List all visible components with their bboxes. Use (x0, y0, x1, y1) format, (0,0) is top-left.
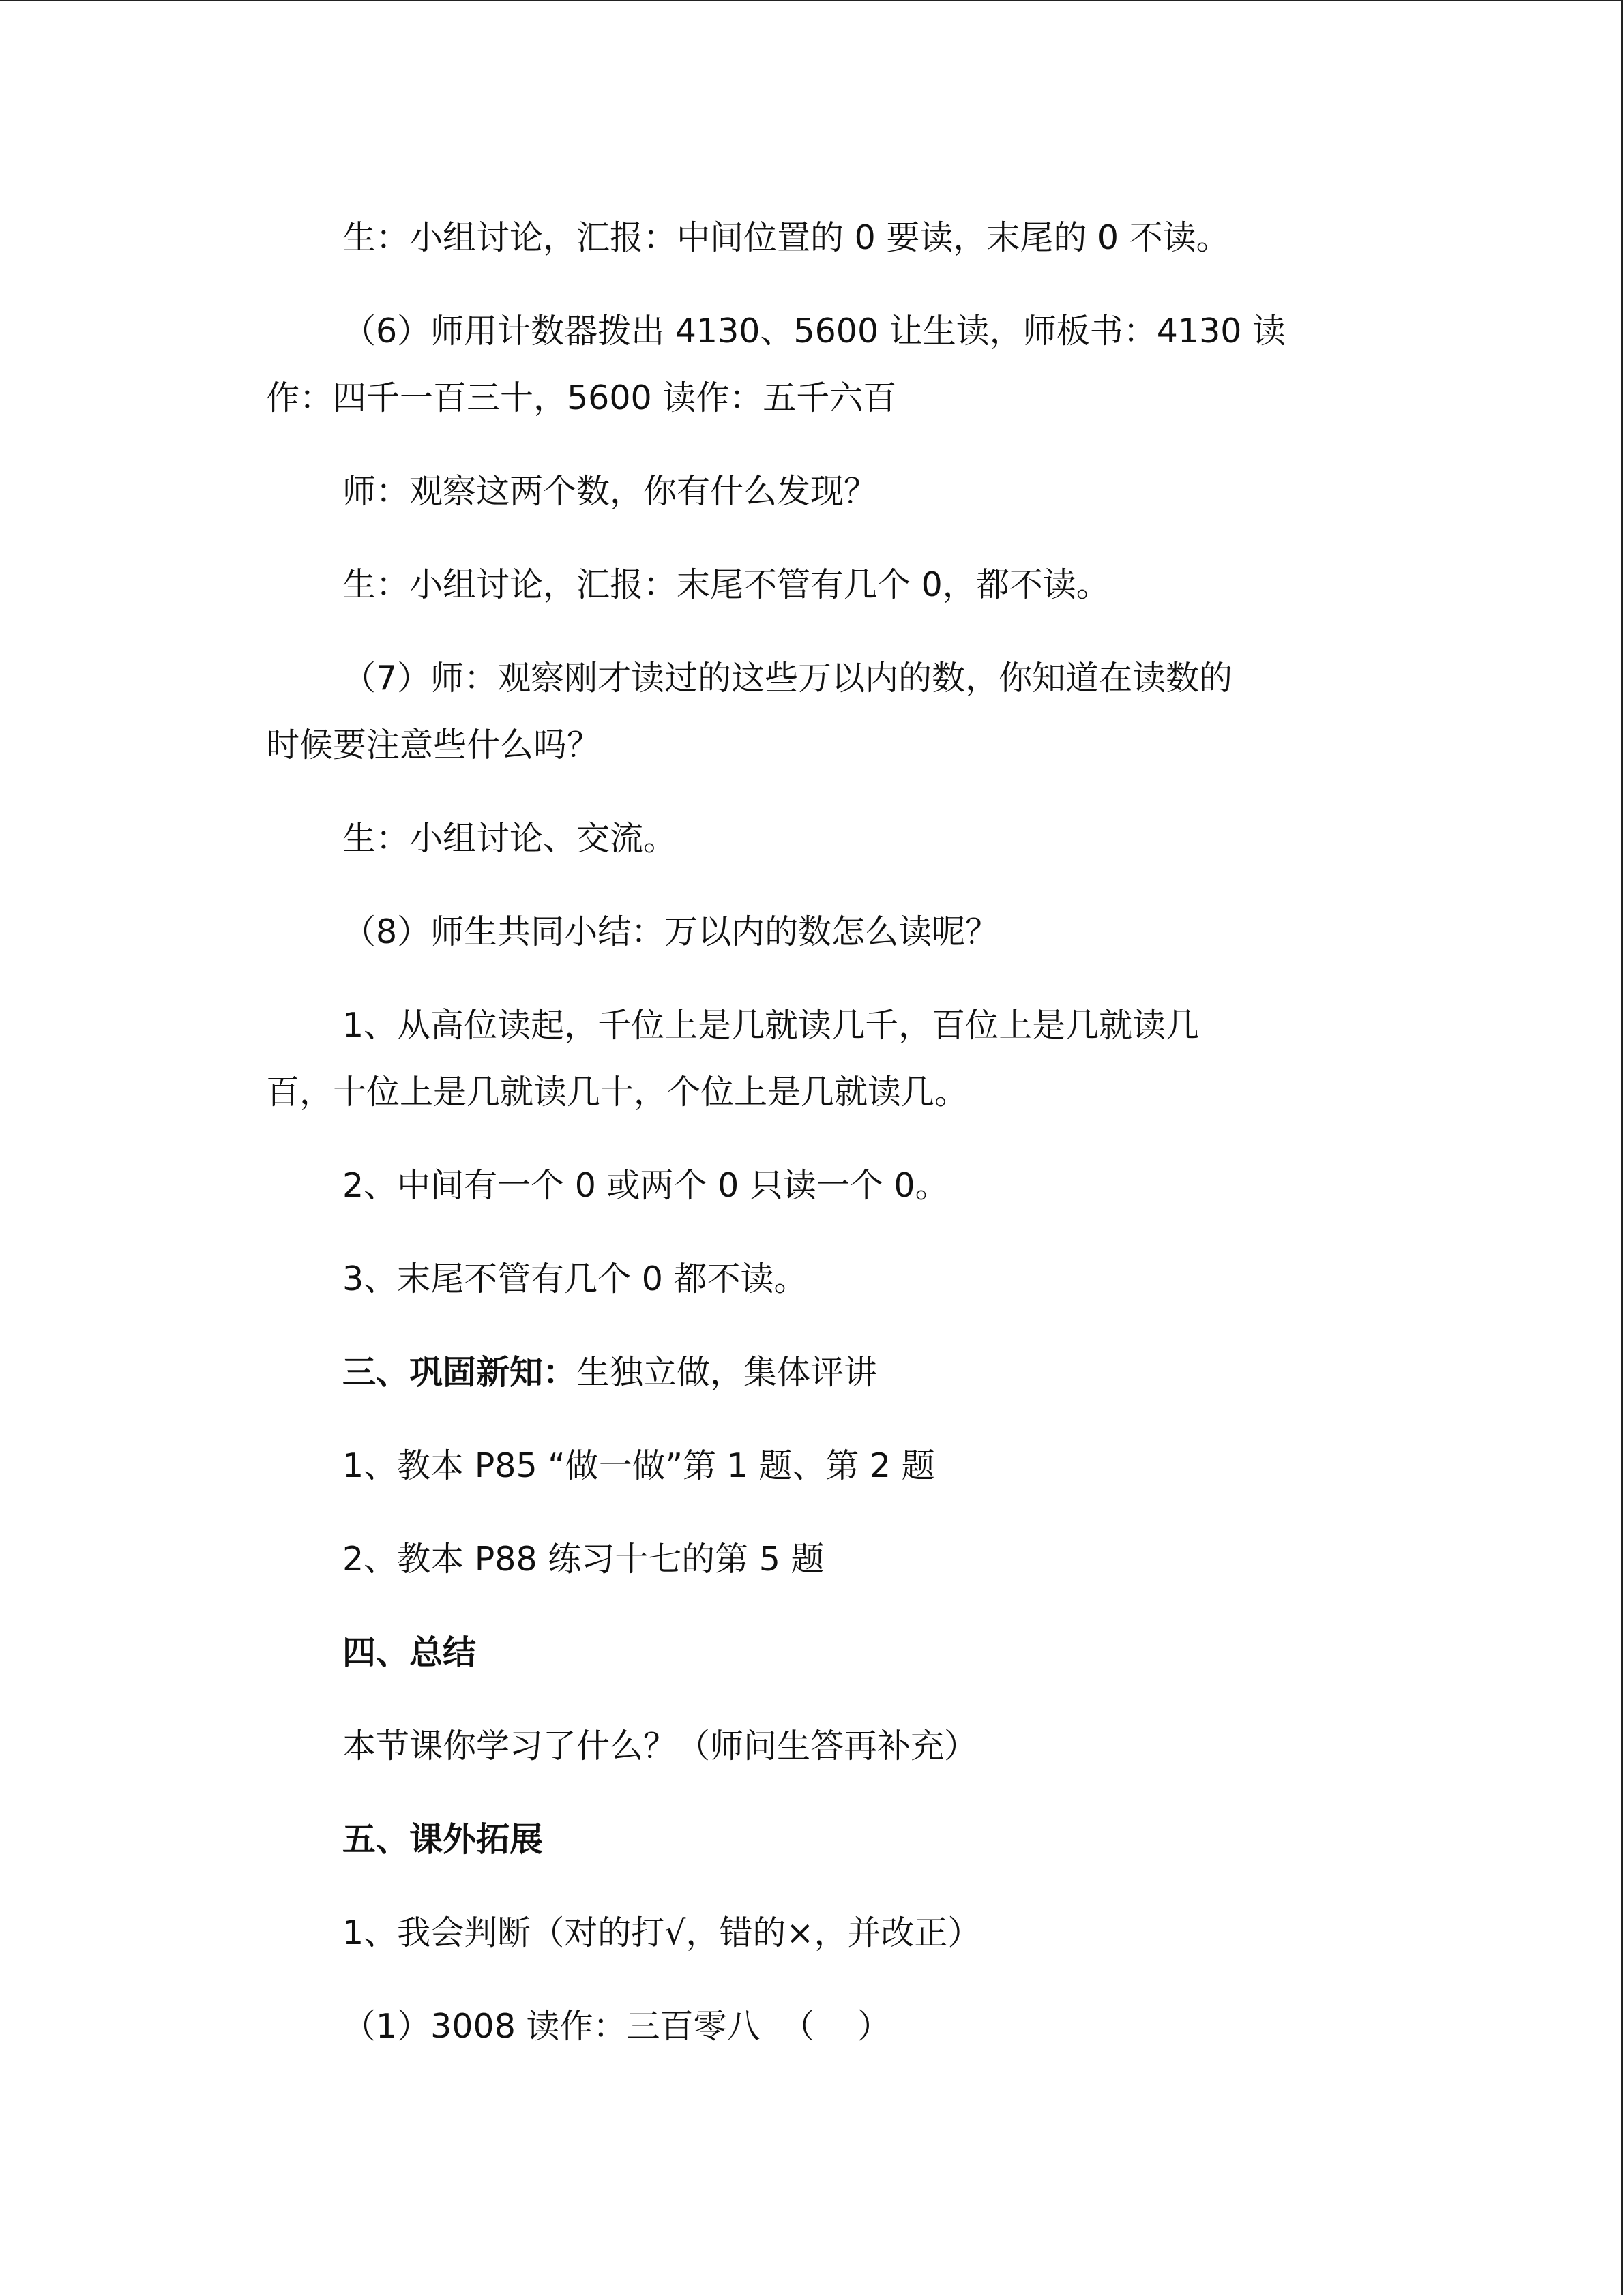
section-heading: 三、巩固新知： (342, 1353, 577, 1392)
paragraph-line: 作：四千一百三十，5600 读作：五千六百 (266, 378, 897, 417)
paragraph-student-report-zero: 生：小组讨论，汇报：中间位置的 0 要读，末尾的 0 不读。 (342, 218, 1230, 257)
paragraph-exercise-1: 1、教本 P85 “做一做”第 1 题、第 2 题 (342, 1446, 935, 1485)
paragraph-counter-4130-5600 (266, 298, 1385, 432)
section-text: 生独立做，集体评讲 (576, 1353, 878, 1392)
paragraph-line: 时候要注意些什么吗？ (266, 726, 601, 764)
paragraph-summary-intro: （8）师生共同小结：万以内的数怎么读呢？ (342, 912, 999, 951)
paragraph-rule-1 (266, 992, 1385, 1126)
paragraph-summary-question: 本节课你学习了什么？（师问生答再补充） (342, 1727, 978, 1765)
paragraph-judge-instruction: 1、我会判断（对的打√，错的×，并改正） (342, 1913, 981, 1952)
paragraph-line: （6）师用计数器拨出 4130、5600 让生读，师板书：4130 读 (342, 312, 1286, 351)
section-consolidate (266, 1339, 1385, 1406)
paragraph-exercise-2: 2、教本 P88 练习十七的第 5 题 (342, 1540, 825, 1579)
paragraph-line: （7）师：观察刚才读过的这些万以内的数，你知道在读数的 (342, 659, 1233, 698)
paragraph-judge-item-1: （1）3008 读作：三百零八 （ ） (342, 2007, 891, 2046)
paragraph-line: 1、从高位读起，千位上是几就读几千，百位上是几就读几 (342, 1006, 1200, 1045)
document-body (266, 205, 1385, 2087)
paragraph-rule-2: 2、中间有一个 0 或两个 0 只读一个 0。 (342, 1166, 949, 1205)
section-summary-heading: 四、总结 (342, 1633, 477, 1672)
paragraph-student-trailing-zero: 生：小组讨论，汇报：末尾不管有几个 0，都不读。 (342, 565, 1110, 604)
paragraph-teacher-observe: 师：观察这两个数，你有什么发现？ (342, 472, 878, 511)
paragraph-rule-3: 3、末尾不管有几个 0 都不读。 (342, 1259, 808, 1298)
paragraph-student-discuss: 生：小组讨论、交流。 (342, 819, 677, 858)
section-extension-heading: 五、课外拓展 (342, 1820, 544, 1859)
paragraph-line: 百，十位上是几就读几十，个位上是几就读几。 (266, 1073, 969, 1112)
paragraph-teacher-question (266, 645, 1385, 779)
